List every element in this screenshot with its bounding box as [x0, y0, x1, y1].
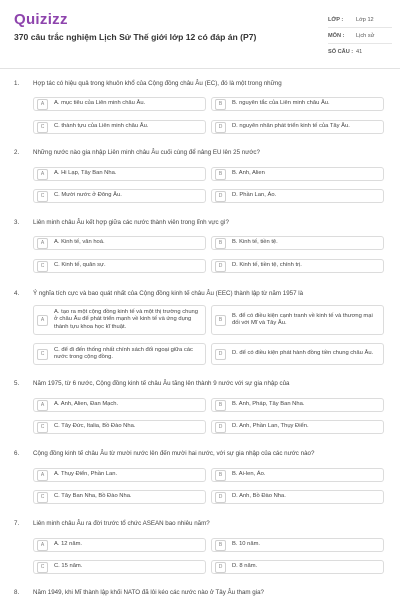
answer-option-c[interactable]	[33, 259, 206, 273]
question-text: Những nước nào gia nhập Liên minh châu Âu cuối cùng để nâng EU lên 25 nước?	[33, 149, 260, 156]
answer-option-c[interactable]	[33, 420, 206, 434]
option-letter: D	[215, 122, 226, 133]
answer-option-b[interactable]	[211, 538, 384, 552]
answer-option-d[interactable]	[211, 490, 384, 504]
answer-option-c[interactable]	[33, 490, 206, 504]
option-text: C. Tây Ban Nha, Bồ Đào Nha.	[54, 493, 132, 500]
option-text: D. nguyên nhân phát triển kinh tế của Tây Âu.	[232, 123, 350, 130]
question-text: Cộng đồng kinh tế châu Âu từ mười nước lên đến mười hai nước, với sự gia nhập của các nước nào?	[33, 450, 315, 457]
answer-option-b[interactable]	[211, 398, 384, 412]
answer-option-b[interactable]	[211, 236, 384, 250]
info-row-subject	[328, 28, 392, 44]
option-text: C. Mười nước ở Đông Âu.	[54, 192, 122, 199]
option-letter: A	[37, 470, 48, 481]
option-letter: D	[215, 562, 226, 573]
answer-option-a[interactable]	[33, 538, 206, 552]
worksheet-title: 370 câu trắc nghiệm Lịch Sử Thế giới lớp 12 có đáp án (P7)	[14, 32, 257, 42]
option-text: A. Thụy Điển, Phần Lan.	[54, 471, 118, 478]
answer-option-d[interactable]	[211, 259, 384, 273]
question-number: 6.	[14, 450, 20, 457]
info-row-class	[328, 12, 392, 28]
answer-option-a[interactable]	[33, 97, 206, 111]
option-letter: B	[215, 99, 226, 110]
answer-option-b[interactable]	[211, 97, 384, 111]
question-text: Năm 1949, khi Mĩ thành lập khối NATO đã lôi kéo các nước nào ở Tây Âu tham gia?	[33, 589, 264, 596]
info-value: 41	[356, 48, 363, 55]
info-label: LỚP :	[328, 16, 344, 23]
answer-option-d[interactable]	[211, 120, 384, 134]
option-text: C. 15 năm.	[54, 563, 83, 570]
option-text: B. Anh, Alien	[232, 170, 265, 177]
option-letter: A	[37, 169, 48, 180]
option-text: D. 8 năm.	[232, 563, 258, 570]
option-text: D. để có điều kiện phát hành đồng tiền chung châu Âu.	[232, 350, 374, 357]
option-text: D. Anh, Bồ Đào Nha.	[232, 493, 286, 500]
option-letter: A	[37, 400, 48, 411]
question-number: 4.	[14, 290, 20, 297]
option-letter: A	[37, 540, 48, 551]
option-letter: C	[37, 422, 48, 433]
question-text: Năm 1975, từ 6 nước, Cộng đồng kinh tế châu Âu tăng lên thành 9 nước với sự gia nhập của	[33, 380, 290, 387]
question-text: Ý nghĩa tích cực và bao quát nhất của Cộng đồng kinh tế châu Âu (EEC) thành lập từ năm 1957 là	[33, 290, 304, 297]
option-text: C. Kinh tế, quân sự.	[54, 262, 106, 269]
option-text: C. thành tựu của Liên minh châu Âu.	[54, 123, 149, 130]
option-letter: D	[215, 349, 226, 360]
answer-option-d[interactable]	[211, 560, 384, 574]
option-letter: C	[37, 562, 48, 573]
option-letter: C	[37, 191, 48, 202]
option-letter: D	[215, 191, 226, 202]
option-text: A. 12 năm.	[54, 541, 83, 548]
question-number: 1.	[14, 80, 20, 87]
option-text: D. Kinh tế, tiền tệ, chính trị.	[232, 262, 302, 269]
option-letter: C	[37, 261, 48, 272]
question-number: 7.	[14, 520, 20, 527]
answer-option-b[interactable]	[211, 167, 384, 181]
option-text: B. Anh, Pháp, Tây Ban Nha.	[232, 401, 305, 408]
option-letter: A	[37, 315, 48, 326]
info-label: MÔN :	[328, 32, 345, 39]
option-letter: B	[215, 169, 226, 180]
info-label: SỐ CÂU :	[328, 48, 354, 55]
option-text: B. để có điều kiện cạnh tranh về kinh tế và thương mại đối với Mĩ và Tây Âu.	[232, 312, 373, 326]
answer-option-b[interactable]	[211, 305, 384, 335]
option-letter: C	[37, 122, 48, 133]
question-number: 5.	[14, 380, 20, 387]
answer-option-c[interactable]	[33, 343, 206, 365]
answer-option-a[interactable]	[33, 468, 206, 482]
worksheet-header	[0, 0, 400, 69]
answer-option-d[interactable]	[211, 343, 384, 365]
option-letter: A	[37, 99, 48, 110]
option-letter: D	[215, 492, 226, 503]
info-value: Lớp 12	[356, 16, 374, 23]
option-text: A. Kinh tế, văn hoá.	[54, 239, 105, 246]
answer-option-d[interactable]	[211, 420, 384, 434]
option-text: A. mục tiêu của Liên minh châu Âu.	[54, 100, 146, 107]
option-text: A. Anh, Alien, Đan Mạch.	[54, 401, 119, 408]
answer-option-b[interactable]	[211, 468, 384, 482]
question-number: 3.	[14, 219, 20, 226]
answer-option-c[interactable]	[33, 560, 206, 574]
option-text: B. Ai-len, Áo.	[232, 471, 266, 478]
option-text: B. nguyên tắc của Liên minh châu Âu.	[232, 100, 330, 107]
option-letter: A	[37, 238, 48, 249]
question-text: Liên minh châu Âu ra đời trước tổ chức ASEAN bao nhiêu năm?	[33, 520, 210, 527]
option-letter: B	[215, 238, 226, 249]
option-text: B. 10 năm.	[232, 541, 261, 548]
answer-option-c[interactable]	[33, 120, 206, 134]
quizizz-logo[interactable]: Quizizz	[14, 11, 68, 28]
question-number: 8.	[14, 589, 20, 596]
answer-option-c[interactable]	[33, 189, 206, 203]
answer-option-a[interactable]	[33, 236, 206, 250]
answer-option-d[interactable]	[211, 189, 384, 203]
option-letter: C	[37, 492, 48, 503]
option-text: A. Hi Lạp, Tây Ban Nha.	[54, 170, 117, 177]
option-text: D. Anh, Phần Lan, Thụy Điển.	[232, 423, 309, 430]
question-text: Hợp tác có hiệu quả trong khuôn khổ của Cộng đồng châu Âu (EC), đó là một trong những	[33, 80, 282, 87]
answer-option-a[interactable]	[33, 398, 206, 412]
question-number: 2.	[14, 149, 20, 156]
option-text: A. tạo ra một cộng đồng kinh tế và một thị trường chung ở châu Âu để phát triển mạnh về kinh tế và ứng dụng thành tựu khoa học kĩ thuật.	[54, 308, 198, 330]
option-letter: D	[215, 261, 226, 272]
answer-option-a[interactable]	[33, 167, 206, 181]
option-letter: B	[215, 315, 226, 326]
option-letter: D	[215, 422, 226, 433]
option-letter: B	[215, 470, 226, 481]
option-letter: B	[215, 400, 226, 411]
option-text: B. Kinh tế, tiền tệ.	[232, 239, 278, 246]
option-letter: C	[37, 349, 48, 360]
answer-option-a[interactable]	[33, 305, 206, 335]
option-text: C. để đi đến thống nhất chính sách đối ngoại giữa các nước trong cộng đồng.	[54, 346, 193, 360]
option-text: D. Phần Lan, Áo.	[232, 192, 277, 199]
option-text: C. Tây Đức, Italia, Bồ Đào Nha.	[54, 423, 136, 430]
info-value: Lịch sử	[356, 32, 375, 39]
worksheet-info-table	[328, 12, 392, 59]
option-letter: B	[215, 540, 226, 551]
question-text: Liên minh châu Âu kết hợp giữa các nước thành viên trong lĩnh vực gì?	[33, 219, 229, 226]
info-row-question-count	[328, 44, 392, 59]
